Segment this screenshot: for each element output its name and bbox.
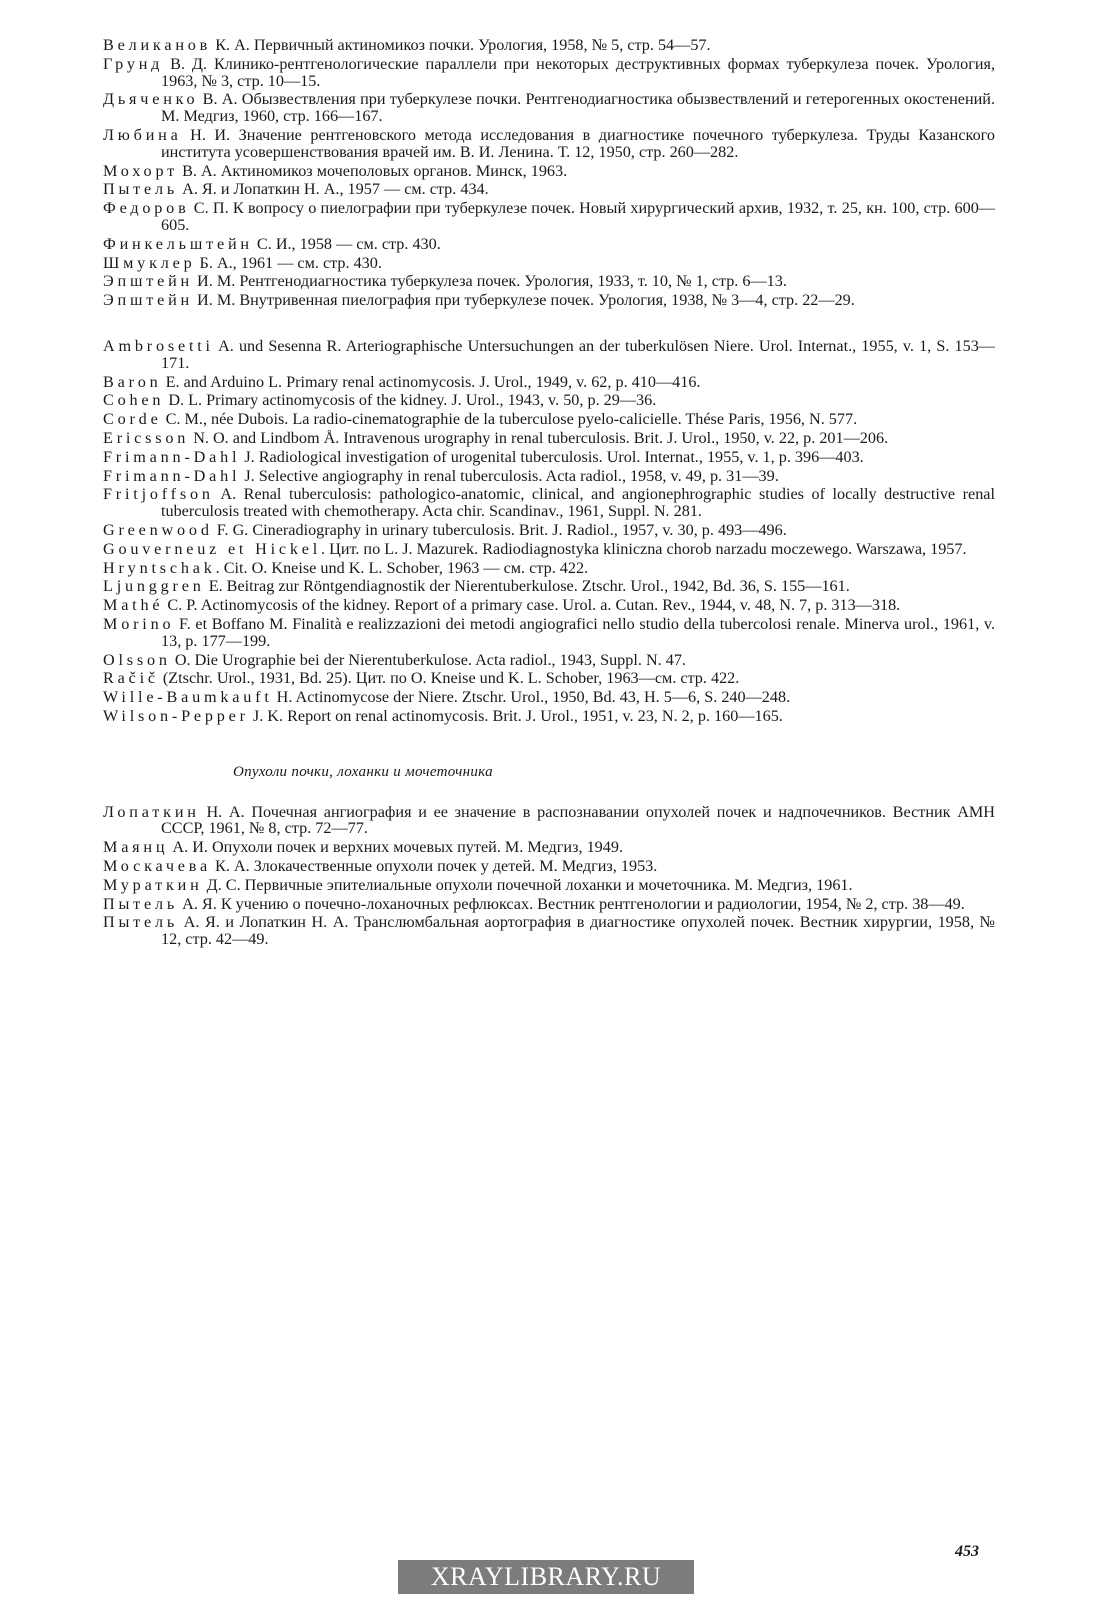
reference-text: H. Actinomycose der Niere. Ztschr. Urol., 1950, Bd. 43, H. 5—6, S. 240—248. xyxy=(272,688,791,707)
reference-author: Дьяченко xyxy=(103,90,199,109)
reference-entry xyxy=(103,273,995,290)
reference-text: . Цит. по L. J. Mazurek. Radiodiagnostyka kliniczna chorob narzadu moczewego. Warszawa, 1957. xyxy=(321,539,967,558)
tumor-reference-list xyxy=(103,804,995,948)
reference-author: Эпштейн xyxy=(103,272,193,291)
reference-entry xyxy=(103,181,995,198)
section-title: Опухоли почки, лоханки и мочеточника xyxy=(233,763,493,780)
reference-text: А. Я. и Лопаткин Н. А., 1957 — см. стр. 434. xyxy=(178,180,489,199)
reference-text: A. und Sesenna R. Arteriographische Untersuchungen an der tuberkulösen Niere. Urol. Internat., 1955, v. 1, S. 153—171. xyxy=(161,336,995,372)
reference-author: Corde xyxy=(103,410,162,429)
reference-author: Hryntschak xyxy=(103,558,216,577)
reference-text: Б. А., 1961 — см. стр. 430. xyxy=(195,253,382,272)
reference-entry xyxy=(103,392,995,409)
reference-entry xyxy=(103,430,995,447)
reference-entry xyxy=(103,877,995,894)
reference-text: И. М. Рентгенодиагностика туберкулеза почек. Урология, 1933, т. 10, № 1, стр. 6—13. xyxy=(193,272,787,291)
reference-author: Frimann-Dahl xyxy=(103,447,241,466)
reference-text: (Ztschr. Urol., 1931, Bd. 25). Цит. по O. Kneise und K. L. Schober, 1963—см. стр. 422. xyxy=(158,669,740,688)
reference-author: Федоров xyxy=(103,199,190,218)
reference-author: Ericsson xyxy=(103,428,190,447)
reference-entry xyxy=(103,411,995,428)
reference-author: Шмуклер xyxy=(103,253,196,272)
reference-entry xyxy=(103,468,995,485)
reference-text: C. M., née Dubois. La radio-cinematographie de la tuberculose pyelo-calicielle. Thése Paris, 1956, N. 577. xyxy=(161,410,858,429)
reference-text: J. Radiological investigation of urogenital tuberculosis. Urol. Internat., 1955, v. 1, p. 396—403. xyxy=(240,447,864,466)
reference-text: E. and Arduino L. Primary renal actinomycosis. J. Urol., 1949, v. 62, p. 410—416. xyxy=(161,372,701,391)
russian-reference-list xyxy=(103,37,995,309)
reference-entry xyxy=(103,689,995,706)
reference-author: Frimann-Dahl xyxy=(103,466,241,485)
reference-author: Грунд xyxy=(103,54,164,73)
reference-text: В. А. Обызвествления при туберкулезе почки. Рентгенодиагностика обызвествлений и гетерогенных окостенений. М. Медгиз, 1960, стр. 166—167. xyxy=(161,90,995,126)
reference-author: Fritjoffson xyxy=(103,485,214,504)
reference-text: А. Я. К учению о почечно-лоханочных рефлюксах. Вестник рентгенологии и радиологии, 1954, № 2, стр. 38—49. xyxy=(178,894,965,913)
reference-author: Пытель xyxy=(103,894,179,913)
reference-entry xyxy=(103,127,995,161)
reference-text: J. Selective angiography in renal tuberculosis. Acta radiol., 1958, v. 49, p. 31—39. xyxy=(240,466,779,485)
reference-text: F. G. Cineradiography in urinary tuberculosis. Brit. J. Radiol., 1957, v. 30, p. 493—496. xyxy=(212,520,787,539)
reference-text: В. Д. Клинико-рентгенологические параллели при некоторых деструктивных формах туберкулеза почек. Урология, 1963, № 3, стр. 10—15. xyxy=(161,54,995,90)
list-gap xyxy=(103,311,995,338)
reference-author: Gouverneuz et Hickel xyxy=(103,539,322,558)
reference-text: К. А. Злокачественные опухоли почек у детей. М. Медгиз, 1953. xyxy=(210,857,658,876)
reference-author: Пытель xyxy=(103,913,179,932)
reference-entry xyxy=(103,914,995,948)
reference-entry xyxy=(103,236,995,253)
reference-entry xyxy=(103,338,995,372)
reference-author: Baron xyxy=(103,372,162,391)
reference-author: Великанов xyxy=(103,36,212,54)
reference-entry xyxy=(103,896,995,913)
reference-author: Финкельштейн xyxy=(103,234,253,253)
reference-author: Wilson-Pepper xyxy=(103,706,249,725)
reference-entry xyxy=(103,91,995,125)
reference-entry xyxy=(103,56,995,90)
reference-entry xyxy=(103,449,995,466)
reference-author: Эпштейн xyxy=(103,291,193,310)
reference-author: Račič xyxy=(103,669,159,688)
reference-entry xyxy=(103,804,995,838)
reference-entry xyxy=(103,560,995,577)
reference-text: F. et Boffano M. Finalità e realizzazioni dei metodi angiografici nello studio della tubercolosi renale. Minerva urol., 1961, v. 13, p. 177—199. xyxy=(161,614,995,650)
reference-author: Маянц xyxy=(103,838,169,857)
reference-entry xyxy=(103,616,995,650)
reference-text: O. Die Urographie bei der Nierentuberkulose. Acta radiol., 1943, Suppl. N. 47. xyxy=(170,650,686,669)
reference-author: Wille-Baumkauft xyxy=(103,688,273,707)
reference-entry xyxy=(103,374,995,391)
reference-entry xyxy=(103,839,995,856)
reference-text: C. P. Actinomycosis of the kidney. Report of a primary case. Urol. a. Cutan. Rev., 1944, v. 48, N. 7, p. 313—318. xyxy=(163,596,901,615)
reference-author: Cohen xyxy=(103,391,165,410)
reference-entry xyxy=(103,37,995,54)
reference-author: Пытель xyxy=(103,180,179,199)
reference-author: Ambrosetti xyxy=(103,336,214,355)
reference-text: В. А. Актиномикоз мочеполовых органов. Минск, 1963. xyxy=(178,161,568,180)
reference-text: С. И., 1958 — см. стр. 430. xyxy=(252,234,441,253)
reference-text: N. O. and Lindbom Å. Intravenous urography in renal tuberculosis. Brit. J. Urol., 1950, v. 22, p. 201—206. xyxy=(189,428,889,447)
foreign-reference-list xyxy=(103,338,995,725)
reference-entry xyxy=(103,578,995,595)
reference-entry xyxy=(103,541,995,558)
reference-author: Лопаткин xyxy=(103,802,200,821)
reference-entry xyxy=(103,255,995,272)
reference-entry xyxy=(103,597,995,614)
reference-text: Д. С. Первичные эпителиальные опухоли почечной лоханки и мочеточника. М. Медгиз, 1961. xyxy=(202,875,853,894)
reference-entry xyxy=(103,486,995,520)
reference-text: E. Beitrag zur Röntgendiagnostik der Nierentuberkulose. Ztschr. Urol., 1942, Bd. 36, S. 155—161. xyxy=(204,577,850,596)
bibliography-page xyxy=(103,37,995,950)
reference-author: Olsson xyxy=(103,650,171,669)
reference-author: Любина xyxy=(103,125,182,144)
reference-author: Greenwood xyxy=(103,520,213,539)
reference-entry xyxy=(103,292,995,309)
reference-text: И. М. Внутривенная пиелография при туберкулезе почек. Урология, 1938, № 3—4, стр. 22—29. xyxy=(193,291,855,310)
watermark-banner: XRAYLIBRARY.RU xyxy=(398,1560,694,1594)
reference-text: А. Я. и Лопаткин Н. А. Транслюмбальная аортография в диагностике опухолей почек. Вестник хирургии, 1958, № 12, стр. 42—49. xyxy=(161,913,995,949)
page-number: 453 xyxy=(955,1543,979,1560)
reference-author: Мураткин xyxy=(103,875,203,894)
reference-author: Ljunggren xyxy=(103,577,205,596)
reference-text: С. П. К вопросу о пиелографии при туберкулезе почек. Новый хирургический архив, 1932, т. 25, кн. 100, стр. 600—605. xyxy=(161,199,995,234)
reference-entry xyxy=(103,858,995,875)
reference-author: Мохорт xyxy=(103,161,179,180)
reference-author: Москачева xyxy=(103,857,211,876)
reference-text: Н. А. Почечная ангиография и ее значение в распознавании опухолей почек и надпочечников. Вестник АМН СССР, 1961, № 8, стр. 72—77. xyxy=(161,802,995,838)
reference-entry xyxy=(103,522,995,539)
reference-text: D. L. Primary actinomycosis of the kidney. J. Urol., 1943, v. 50, p. 29—36. xyxy=(164,391,657,410)
reference-entry xyxy=(103,670,995,687)
reference-author: Morino xyxy=(103,614,175,633)
reference-entry xyxy=(103,652,995,669)
reference-text: Н. И. Значение рентгеновского метода исследования в диагностике почечного туберкулеза. Труды Казанского института усовершенствования врачей им. В. И. Ленина. Т. 12, 1950, стр. 260—282. xyxy=(161,125,995,161)
reference-text: J. K. Report on renal actinomycosis. Brit. J. Urol., 1951, v. 23, N. 2, p. 160—165. xyxy=(248,706,783,725)
reference-text: А. И. Опухоли почек и верхних мочевых путей. М. Медгиз, 1949. xyxy=(168,838,623,857)
reference-author: Mathé xyxy=(103,596,164,615)
reference-entry xyxy=(103,163,995,180)
reference-text: . Cit. O. Kneise und K. L. Schober, 1963 — см. стр. 422. xyxy=(215,558,589,577)
reference-entry xyxy=(103,708,995,725)
reference-entry xyxy=(103,200,995,234)
reference-text: К. А. Первичный актиномикоз почки. Урология, 1958, № 5, стр. 54—57. xyxy=(211,36,711,54)
reference-text: A. Renal tuberculosis: pathologico-anatomic, clinical, and angionephrographic studies of locally destructive renal tuberculosis treated with chemotherapy. Acta chir. Scandinav., 1961, Suppl. N. 281. xyxy=(161,485,995,521)
